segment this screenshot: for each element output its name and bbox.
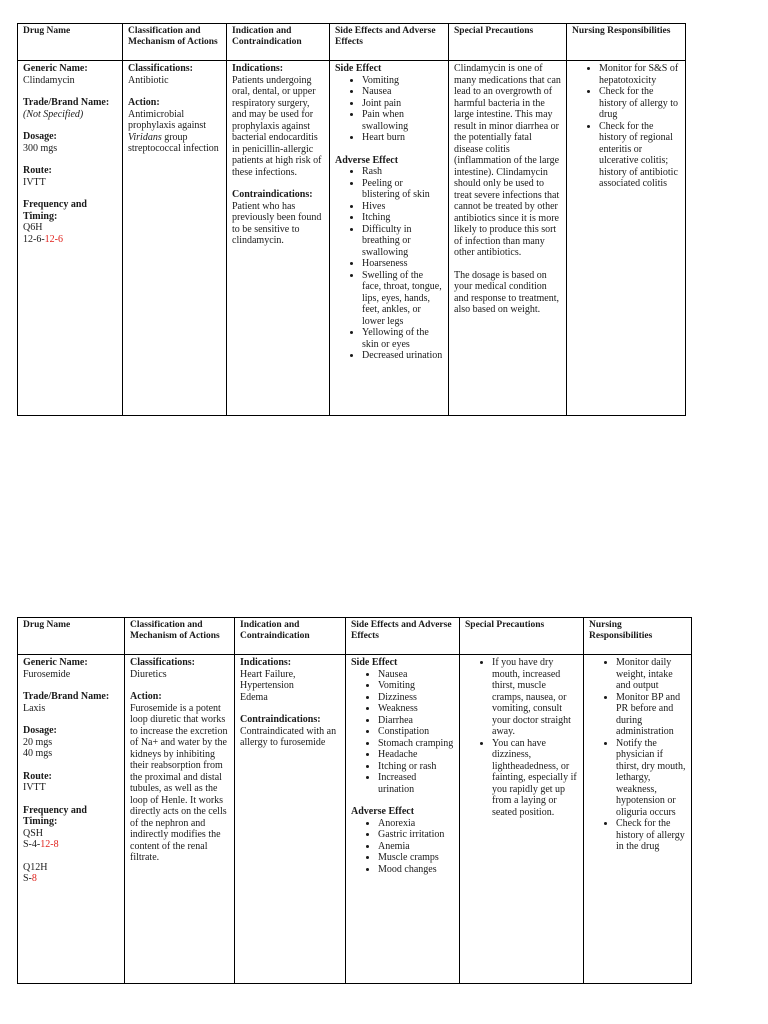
- dosage-value: 300 mgs: [23, 142, 58, 154]
- list-item: • Diarrhea: [378, 715, 454, 727]
- side-effects-cell: [346, 655, 460, 984]
- classification-cell: [125, 655, 235, 984]
- precautions-cell: [460, 655, 584, 984]
- action-text: Antimicrobial prophylaxis against Viridans group streptococcal infection: [128, 108, 219, 154]
- list-item: • Peeling or blistering of skin: [362, 178, 443, 201]
- list-item: • Itching or rash: [378, 761, 454, 773]
- header-nursing: Nursing Responsibilities: [584, 618, 692, 655]
- adverse-effect-list: [335, 166, 443, 362]
- frequency-line: S-8: [23, 873, 37, 884]
- list-item: • Check for the history of allergy to drug: [599, 86, 680, 121]
- list-item: • Dizziness: [378, 692, 454, 704]
- indications-label: Indications:: [240, 657, 292, 668]
- list-item: • Nausea: [378, 669, 454, 681]
- list-item: • Vomiting: [362, 75, 443, 87]
- adverse-effect-label: Adverse Effect: [335, 154, 399, 166]
- list-item: • Headache: [378, 749, 454, 761]
- list-item: • Hives: [362, 201, 443, 213]
- dosage-label: Dosage:: [23, 725, 57, 736]
- side-effect-list: [335, 75, 443, 144]
- header-classification: Classification and Mechanism of Actions: [123, 24, 227, 61]
- table-header-row: [18, 24, 686, 61]
- classification-label: Classifications:: [130, 657, 195, 668]
- drug-name-cell: [18, 61, 123, 416]
- route-value: IVTT: [23, 176, 46, 188]
- header-nursing: Nursing Responsibilities: [567, 24, 686, 61]
- table-row: [18, 655, 692, 984]
- list-item: • Nausea: [362, 86, 443, 98]
- precaution-paragraph: Clindamycin is one of many medications that can lead to an overgrowth of harmful bacteria in the large intestine. This may result in minor diarrhea or the potentially fatal disease colitis (inflammation of the large intestine). Clindamycin should only be used to treat severe infections that cannot be treated by other antibiotics since it is more likely to produce this sort of infection than many other antibiotics.: [454, 63, 561, 258]
- contraindications-text: Contraindicated with an allergy to furosemide: [240, 725, 337, 748]
- drug-table-furosemide: [17, 617, 692, 984]
- classification-value: Diuretics: [130, 668, 167, 680]
- indication-line: Heart Failure,: [240, 668, 296, 680]
- indication-cell: [235, 655, 346, 984]
- side-effect-label: Side Effect: [351, 657, 398, 668]
- side-effect-label: Side Effect: [335, 63, 382, 74]
- list-item: • Muscle cramps: [378, 852, 454, 864]
- action-label: Action:: [130, 691, 162, 702]
- frequency-label: Frequency and Timing:: [23, 199, 87, 222]
- list-item: • You can have dizziness, lightheadedness, or fainting, especially if you rapidly get up from a laying or seated position.: [492, 738, 578, 819]
- indication-cell: [227, 61, 330, 416]
- header-indication: Indication and Contraindication: [227, 24, 330, 61]
- list-item: • Swelling of the face, throat, tongue, lips, eyes, hands, feet, ankles, or lower legs: [362, 270, 443, 328]
- header-side-effects: Side Effects and Adverse Effects: [346, 618, 460, 655]
- table-header-row: [18, 618, 692, 655]
- dosage-label: Dosage:: [23, 131, 57, 142]
- indications-text: Patients undergoing oral, dental, or upper respiratory surgery, and may be used for prophylaxis against bacterial endocarditis in penicillin-allergic patients at high risk of these infections.: [232, 74, 322, 178]
- header-precautions: Special Precautions: [460, 618, 584, 655]
- generic-name-label: Generic Name:: [23, 63, 88, 74]
- dosage-value: 40 mgs: [23, 748, 53, 759]
- list-item: • Increased urination: [378, 772, 454, 795]
- route-value: IVTT: [23, 782, 46, 793]
- drug-name-cell: [18, 655, 125, 984]
- list-item: • Mood changes: [378, 864, 454, 876]
- list-item: • If you have dry mouth, increased thirst, muscle cramps, nausea, or vomiting, consult your doctor straight away.: [492, 657, 578, 738]
- side-effect-list: [351, 669, 454, 796]
- brand-name: (Not Specified): [23, 108, 84, 120]
- list-item: • Gastric irritation: [378, 829, 454, 841]
- classification-value: Antibiotic: [128, 74, 169, 86]
- list-item: • Check for the history of allergy in the drug: [616, 818, 686, 853]
- generic-name: Clindamycin: [23, 74, 75, 86]
- precautions-cell: [449, 61, 567, 416]
- list-item: • Notify the physician if thirst, dry mouth, lethargy, weakness, hypotension or oliguria occurs: [616, 738, 686, 819]
- dosage-value: 20 mgs: [23, 736, 53, 748]
- list-item: • Monitor for S&S of hepatotoxicity: [599, 63, 680, 86]
- indications-label: Indications:: [232, 63, 284, 74]
- classification-label: Classifications:: [128, 63, 193, 74]
- header-precautions: Special Precautions: [449, 24, 567, 61]
- list-item: • Weakness: [378, 703, 454, 715]
- indication-line: Edema: [240, 691, 268, 703]
- contraindications-text: Patient who has previously been found to be sensitive to clindamycin.: [232, 200, 322, 246]
- nursing-cell: [567, 61, 686, 416]
- list-item: • Anorexia: [378, 818, 454, 830]
- header-classification: Classification and Mechanism of Actions: [125, 618, 235, 655]
- list-item: • Hoarseness: [362, 258, 443, 270]
- table-row: [18, 61, 686, 416]
- contraindications-label: Contraindications:: [232, 189, 313, 200]
- brand-name: Laxis: [23, 702, 46, 714]
- list-item: • Monitor BP and PR before and during administration: [616, 692, 686, 738]
- list-item: • Anemia: [378, 841, 454, 853]
- list-item: • Pain when swallowing: [362, 109, 443, 132]
- list-item: • Check for the history of regional enteritis or ulcerative colitis; history of antibiotic associated colitis: [599, 121, 680, 190]
- header-drug-name: Drug Name: [18, 618, 125, 655]
- list-item: • Itching: [362, 212, 443, 224]
- list-item: • Rash: [362, 166, 443, 178]
- nursing-list: [572, 63, 680, 190]
- generic-name: Furosemide: [23, 668, 71, 680]
- precaution-list: [465, 657, 578, 818]
- precaution-paragraph: The dosage is based on your medical condition and response to treatment, also based on weight.: [454, 269, 559, 315]
- list-item: • Joint pain: [362, 98, 443, 110]
- list-item: • Stomach cramping: [378, 738, 454, 750]
- brand-name-label: Trade/Brand Name:: [23, 691, 110, 702]
- action-text: Furosemide is a potent loop diuretic that works to increase the excretion of Na+ and water by the kidneys by inhibiting their reabsorption from the proximal and distal tubules, as well as the loop of Henle. It works directly acts on the cells of the nephron and indirectly modifies the content of the renal filtrate.: [130, 702, 228, 863]
- header-indication: Indication and Contraindication: [235, 618, 346, 655]
- list-item: • Vomiting: [378, 680, 454, 692]
- frequency-line: 12-6-12-6: [23, 233, 64, 245]
- route-label: Route:: [23, 770, 52, 782]
- side-effects-cell: [330, 61, 449, 416]
- classification-cell: [123, 61, 227, 416]
- list-item: • Monitor daily weight, intake and output: [616, 657, 686, 692]
- frequency-line: Q6H: [23, 222, 43, 233]
- header-drug-name: Drug Name: [18, 24, 123, 61]
- list-item: • Difficulty in breathing or swallowing: [362, 224, 443, 259]
- nursing-cell: [584, 655, 692, 984]
- frequency-line: Q12H: [23, 861, 48, 873]
- route-label: Route:: [23, 165, 52, 176]
- generic-name-label: Generic Name:: [23, 657, 88, 668]
- frequency-label: Frequency and Timing:: [23, 804, 87, 827]
- brand-name-label: Trade/Brand Name:: [23, 97, 110, 108]
- frequency-line: S-4-12-8: [23, 839, 59, 850]
- contraindications-label: Contraindications:: [240, 714, 321, 725]
- list-item: • Constipation: [378, 726, 454, 738]
- nursing-list: [589, 657, 686, 853]
- indication-line: Hypertension: [240, 680, 294, 691]
- drug-table-clindamycin: [17, 23, 686, 416]
- adverse-effect-list: [351, 818, 454, 876]
- frequency-line: QSH: [23, 827, 44, 839]
- header-side-effects: Side Effects and Adverse Effects: [330, 24, 449, 61]
- list-item: • Decreased urination: [362, 350, 443, 362]
- list-item: • Yellowing of the skin or eyes: [362, 327, 443, 350]
- adverse-effect-label: Adverse Effect: [351, 806, 415, 817]
- action-label: Action:: [128, 97, 160, 108]
- list-item: • Heart burn: [362, 132, 443, 144]
